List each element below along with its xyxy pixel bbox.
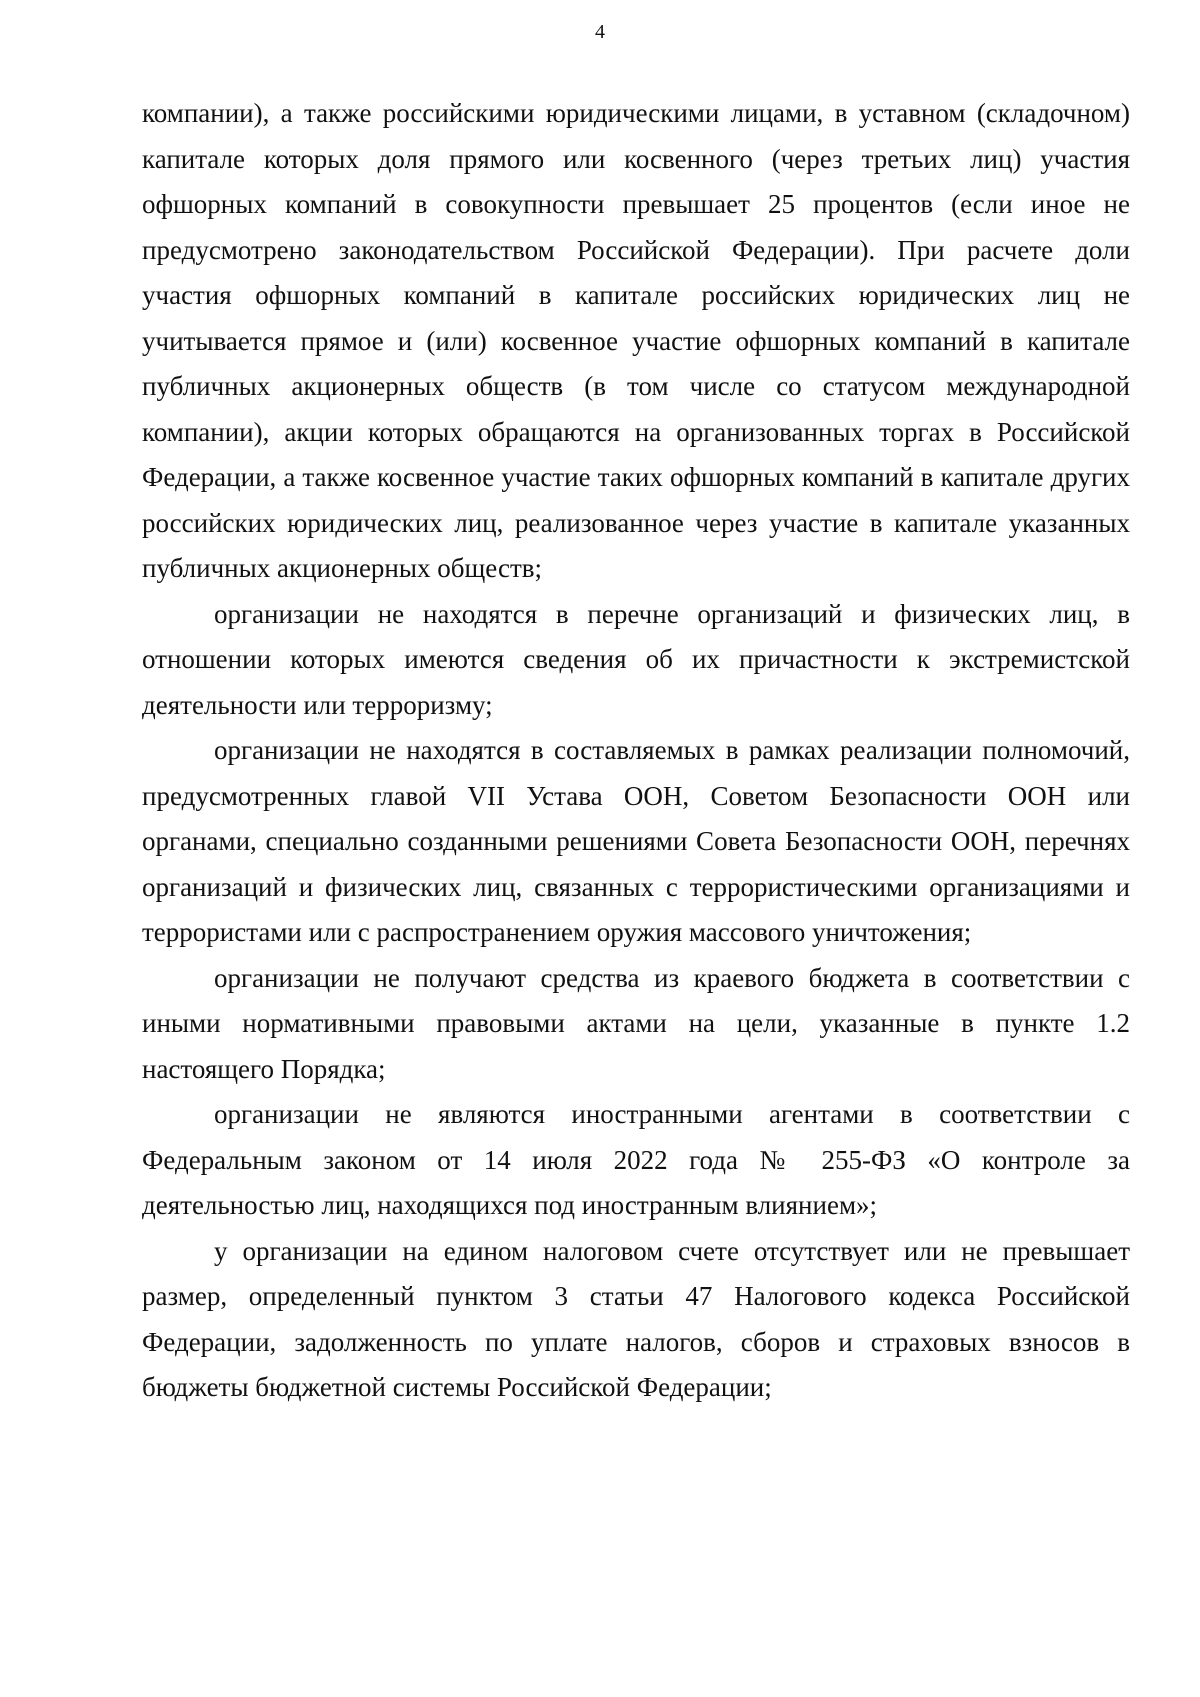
paragraph-foreign-agents: организации не являются иностранными агентами в соответствии с Федеральным законом от 14 июля 2022 года № 255-ФЗ «О контроле за деятельностью лиц, находящихся под иностранным влиянием»; xyxy=(142,1099,1130,1220)
paragraph-tax-debt: у организации на едином налоговом счете отсутствует или не превышает размер, определенный пунктом 3 статьи 47 Налогового кодекса Российской Федерации, задолженность по уплате налогов, сборов и страховых взносов в бюджеты бюджетной системы Российской Федерации; xyxy=(142,1235,1130,1402)
paragraph-un-security-council-lists: организации не находятся в составляемых в рамках реализации полномочий, предусмотренных главой VII Устава ООН, Советом Безопасности ООН или органами, специально созданными решениями Совета Безопасности ООН, перечнях организаций и физических лиц, связанных с террористическими организациями и террористами или с распространением оружия массового уничтожения; xyxy=(142,735,1130,947)
document-body xyxy=(142,91,1130,1411)
paragraph-offshore-participation: компании), а также российскими юридическими лицами, в уставном (складочном) капитале которых доля прямого или косвенного (через третьих лиц) участия офшорных компаний в совокупности превышает 25 процентов (если иное не предусмотрено законодательством Российской Федерации). При расчете доли участия офшорных компаний в капитале российских юридических лиц не учитывается прямое и (или) косвенное участие офшорных компаний в капитале публичных акционерных обществ (в том числе со статусом международной компании), акции которых обращаются на организованных торгах в Российской Федерации, а также косвенное участие таких офшорных компаний в капитале других российских юридических лиц, реализованное через участие в капитале указанных публичных акционерных обществ; xyxy=(142,98,1130,583)
paragraph-regional-budget-funds: организации не получают средства из краевого бюджета в соответствии с иными нормативными правовыми актами на цели, указанные в пункте 1.2 настоящего Порядка; xyxy=(142,962,1130,1084)
page-number: 4 xyxy=(595,21,605,43)
paragraph-extremism-list: организации не находятся в перечне организаций и физических лиц, в отношении которых имеются сведения об их причастности к экстремистской деятельности или терроризму; xyxy=(142,598,1130,720)
